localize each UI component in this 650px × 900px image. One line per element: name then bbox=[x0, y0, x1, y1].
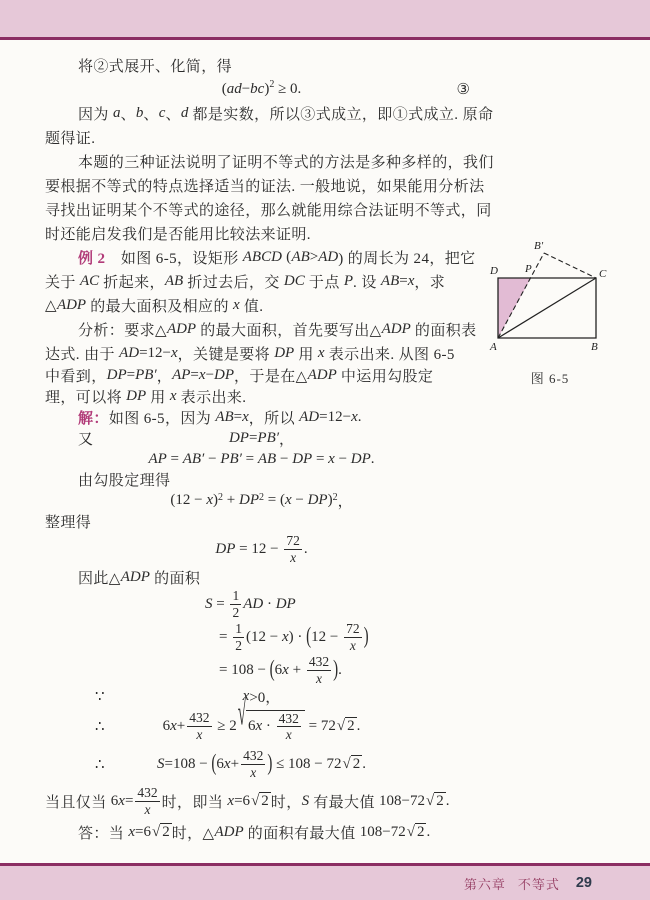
vertex-label-c: C bbox=[599, 268, 607, 280]
text-line: △ ADP 的最大面积及相应的 x 值. bbox=[45, 296, 264, 315]
text-line: S = $\frac{1}{2}$ AD · DP bbox=[205, 588, 296, 620]
equation-number: ③ bbox=[456, 81, 470, 98]
vertex-label-d: D bbox=[490, 265, 498, 277]
text-line: 因此△ ADP 的面积 bbox=[78, 568, 201, 587]
geometry-diagram bbox=[484, 236, 616, 356]
text-line: 中看到， DP = PB′ ， AP = x − DP ，于是在△ ADP 中运用勾股定 bbox=[45, 367, 434, 385]
footer-chapter: 第六章 bbox=[463, 876, 506, 892]
text-line: 本题的三种证法说明了证明不等式的方法是多种多样的，我们 bbox=[78, 154, 494, 171]
text-line: 例 2 如图 6-5，设矩形 ABCD ( AB > AD ) 的周长为 24，把它 bbox=[78, 248, 476, 267]
text-line: 又 DP = PB′ ， bbox=[78, 430, 295, 448]
fold-line-bprime-c bbox=[544, 253, 596, 278]
text-line: 题得证. bbox=[45, 130, 96, 147]
text-line: AP = AB′ − PB′ = AB − DP = x − DP . bbox=[148, 450, 375, 467]
text-line: 解： 如图 6-5，因为 AB = x ，所以 AD =12− x . bbox=[78, 409, 362, 427]
text-line: 时还能启发我们是否能用比较法来证明. bbox=[45, 226, 311, 243]
text-line: 由勾股定理得 bbox=[78, 473, 171, 489]
top-decorative-band bbox=[0, 0, 650, 40]
text-line: ∴ S =108 − ( 6 x + $\frac{432}{x}$ ) ≤ 108 − 72 √ 2 . bbox=[95, 748, 366, 780]
text-line: 当且仅当 6 x = $\frac{432}{x}$ 时，即当 x =6 √ 2 时， S 有最大值 108−72 √ 2 . bbox=[45, 785, 450, 817]
text-line: ( ad − bc ) 2 ≥ 0. ③ bbox=[221, 79, 470, 98]
figure-6-5 bbox=[484, 236, 616, 387]
text-line: 将②式展开、化简，得 bbox=[78, 58, 233, 75]
text-line: 分析：要求△ ADP 的最大面积，首先要写出△ ADP 的面积表 bbox=[78, 320, 477, 339]
footer-section: 不等式 bbox=[517, 876, 560, 892]
vertex-label-b: B bbox=[591, 341, 598, 353]
text-line: 关于 AC 折起来， AB 折过去后，交 DC 于点 P . 设 AB = x ，求 bbox=[45, 272, 446, 291]
vertex-label-bprime: B′ bbox=[534, 240, 544, 252]
footer-band bbox=[0, 863, 650, 900]
footer-page-number: 29 bbox=[575, 875, 592, 891]
figure-caption: 图 6-5 bbox=[530, 371, 570, 386]
text-line: = 108 − ( 6 x + $\frac{432}{x}$ ) . bbox=[219, 654, 342, 686]
vertex-label-a: A bbox=[490, 341, 497, 353]
page-body bbox=[45, 53, 494, 845]
text-line: (12 − x ) 2 + DP 2 = ( x − DP ) 2 ， bbox=[170, 492, 353, 510]
text-line: 整理得 bbox=[45, 515, 92, 531]
text-line: 因为 a 、 b 、 c 、 d 都是实数，所以③式成立，即①式成立. 原命 bbox=[78, 104, 494, 123]
text-line: 理，可以将 DP 用 x 表示出来. bbox=[45, 388, 247, 406]
text-line: ∴ 6 x + $\frac{432}{x}$ ≥ 2 √ 6 x · $\frac{432}{x}$ = 72 √ 2 . bbox=[95, 695, 361, 742]
text-line: 要根据不等式的特点选择适当的证法. 一般地说，如果能用分析法 bbox=[45, 178, 485, 195]
text-line: = $\frac{1}{2}$ (12 − x ) · ( 12 − $\frac{72}{x}$ ) bbox=[219, 621, 369, 653]
text-line: ∵ x >0， bbox=[95, 688, 281, 706]
text-line: 达式. 由于 AD =12− x ，关键是要将 DP 用 x 表示出来. 从图 6-5 bbox=[45, 344, 455, 363]
vertex-label-p: P bbox=[525, 263, 532, 275]
text-line: 寻找出证明某个不等式的途径，那么就能用综合法证明不等式，同 bbox=[45, 202, 492, 219]
text-line: 答：当 x =6 √ 2 时，△ ADP 的面积有最大值 108−72 √ 2 . bbox=[78, 823, 431, 842]
text-line: DP = 12 − $\frac{72}{x}$ . bbox=[215, 533, 308, 565]
